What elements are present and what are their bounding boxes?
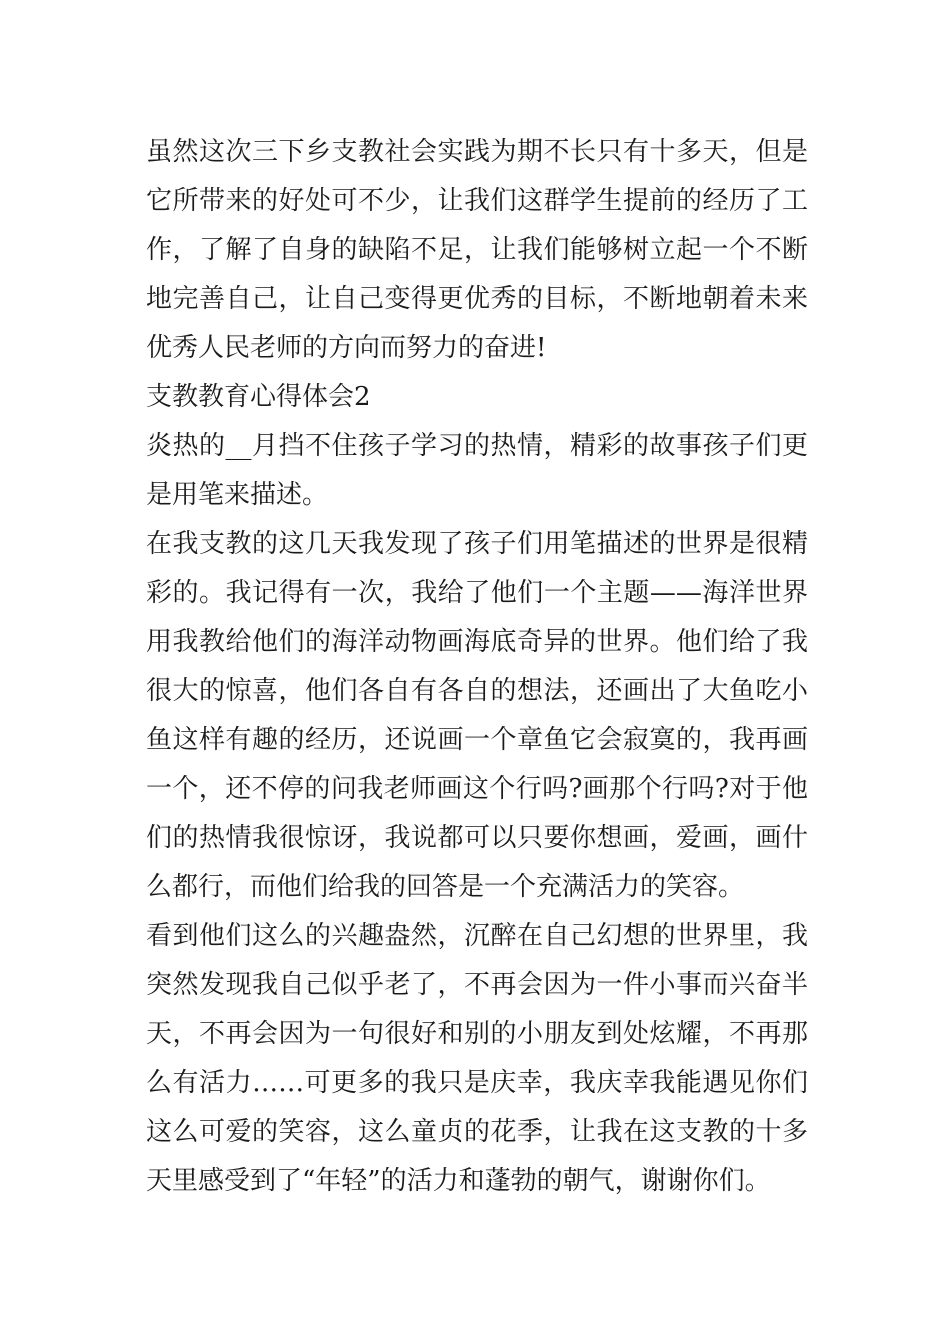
paragraph-2: 在我支教的这几天我发现了孩子们用笔描述的世界是很精彩的。我记得有一次，我给了他们一个主题——海洋世界用我教给他们的海洋动物画海底奇异的世界。他们给了我很大的惊喜，他们各自有各自的想法，还画出了大鱼吃小鱼这样有趣的经历，还说画一个章鱼它会寂寞的，我再画一个，还不停的问我老师画这个行吗?画那个行吗?对于他们的热情我很惊讶，我说都可以只要你想画，爱画，画什么都行，而他们给我的回答是一个充满活力的笑容。 — [146, 529, 808, 902]
paragraph-1: 炎热的__月挡不住孩子学习的热情，精彩的故事孩子们更是用笔来描述。 — [146, 431, 808, 510]
section-title: 支教教育心得体会2 — [146, 382, 371, 412]
paragraph-intro: 虽然这次三下乡支教社会实践为期不长只有十多天，但是它所带来的好处可不少，让我们这群学生提前的经历了工作，了解了自身的缺陷不足，让我们能够树立起一个不断地完善自己，让自己变得更优秀的目标，不断地朝着未来优秀人民老师的方向而努力的奋进! — [146, 137, 808, 363]
paragraph-3: 看到他们这么的兴趣盎然，沉醉在自己幻想的世界里，我突然发现我自己似乎老了，不再会因为一件小事而兴奋半天，不再会因为一句很好和别的小朋友到处炫耀，不再那么有活力……可更多的我只是庆幸，我庆幸我能遇见你们这么可爱的笑容，这么童贞的花季，让我在这支教的十多天里感受到了“年轻”的活力和蓬勃的朝气，谢谢你们。 — [146, 921, 808, 1196]
document-body — [146, 128, 808, 1206]
